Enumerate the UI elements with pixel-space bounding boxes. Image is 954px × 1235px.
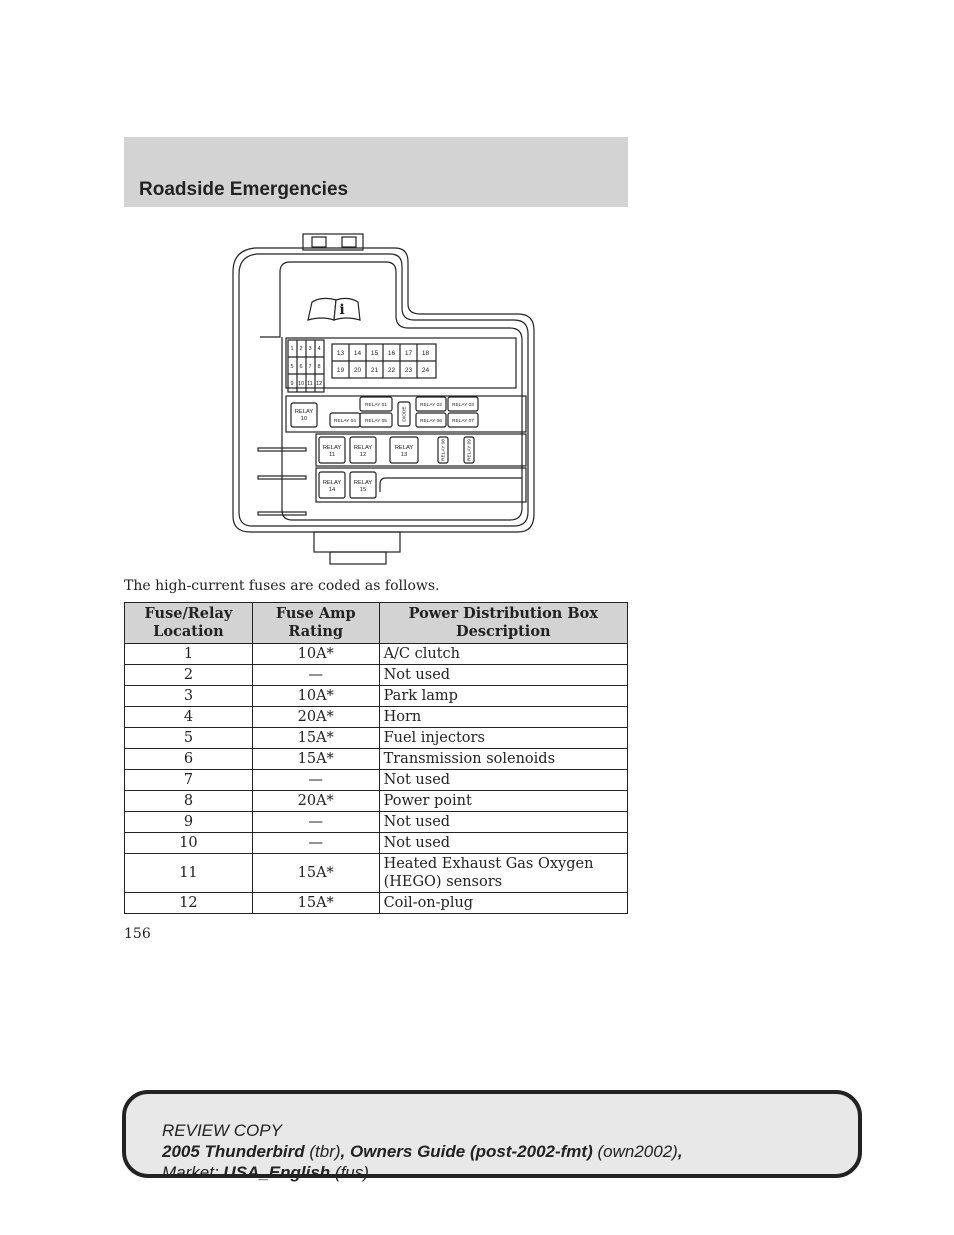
cell-location: 6: [125, 749, 253, 770]
cell-rating: 15A*: [252, 749, 379, 770]
relay-label: RELAY 06: [420, 419, 442, 424]
cell-description: Not used: [379, 770, 627, 791]
table-header-row: [125, 603, 628, 644]
cell-location: 8: [125, 791, 253, 812]
cell-location: 10: [125, 833, 253, 854]
relay-label: RELAY 04: [334, 419, 356, 424]
relay-label: RELAY 08: [441, 439, 447, 461]
cell-location: 11: [125, 854, 253, 893]
fuse-label: 23: [404, 367, 413, 374]
bottom-clip: [314, 532, 400, 552]
relay-label: RELAY: [294, 409, 314, 415]
table-row: [125, 812, 628, 833]
bottom-clip-tab: [330, 552, 386, 564]
fuse-label: 9: [290, 381, 294, 387]
review-line: [162, 1162, 683, 1183]
diode-label: DIODE: [402, 406, 408, 422]
review-guide: , Owners Guide (post-2002-fmt): [340, 1142, 593, 1161]
cell-description: A/C clutch: [379, 644, 627, 665]
cell-location: 5: [125, 728, 253, 749]
relay-section-divider: [380, 478, 522, 492]
cell-description: Transmission solenoids: [379, 749, 627, 770]
review-guide-code: (own2002): [597, 1142, 678, 1161]
cell-description: Coil-on-plug: [379, 893, 627, 914]
fuse-label: 3: [308, 346, 312, 352]
review-market-label: Market:: [162, 1163, 219, 1182]
cell-location: 2: [125, 665, 253, 686]
cell-rating: —: [252, 665, 379, 686]
fuse-label: 6: [299, 364, 303, 370]
fuse-label: 22: [387, 367, 396, 374]
intro-text: The high-current fuses are coded as follows.: [124, 578, 440, 594]
table-row: [125, 644, 628, 665]
cell-description-line: (HEGO) sensors: [383, 874, 503, 890]
relay-label: RELAY 05: [365, 419, 387, 424]
cell-rating: 10A*: [252, 686, 379, 707]
relay-section-2: [316, 434, 526, 466]
relay-label: RELAY: [322, 445, 342, 451]
relay-label: 14: [328, 487, 336, 493]
cell-rating: 20A*: [252, 791, 379, 812]
table-row: [125, 686, 628, 707]
relay-label: 11: [328, 452, 336, 458]
review-line: REVIEW COPY: [162, 1121, 282, 1140]
review-market-code: (fus): [334, 1163, 369, 1182]
fuse-label: 8: [317, 364, 321, 370]
housing-inner-line: [260, 262, 522, 520]
manual-info-icon: [308, 298, 360, 320]
relay-label: RELAY 01: [365, 403, 387, 408]
review-market: USA_English: [223, 1163, 331, 1182]
fuse-label: 13: [336, 350, 345, 357]
fuse-label: 2: [299, 346, 303, 352]
cell-description: Power point: [379, 791, 627, 812]
relay-label: RELAY: [353, 480, 373, 486]
table-row: [125, 770, 628, 791]
relay-label: 15: [359, 487, 367, 493]
relay-label: RELAY: [394, 445, 414, 451]
table-row: [125, 791, 628, 812]
fuse-label: 1: [290, 346, 294, 352]
cell-location: 4: [125, 707, 253, 728]
cell-rating: 10A*: [252, 644, 379, 665]
cell-description: Not used: [379, 665, 627, 686]
cell-rating: —: [252, 833, 379, 854]
relay-10-box: [291, 403, 317, 427]
cell-location: 9: [125, 812, 253, 833]
cell-location: 3: [125, 686, 253, 707]
table-row: [125, 728, 628, 749]
relay-label: RELAY: [353, 445, 373, 451]
fuse-label: 10: [297, 381, 305, 387]
section-title: Roadside Emergencies: [139, 179, 349, 200]
header-text: Location: [153, 623, 224, 640]
review-copy-box: [122, 1090, 862, 1182]
svg-text:i: i: [339, 302, 345, 318]
review-copy-text: [162, 1120, 683, 1183]
fuse-label: 4: [317, 346, 321, 352]
fuse-label: 14: [353, 350, 362, 357]
relay-label: RELAY 07: [452, 419, 474, 424]
review-comma: ,: [677, 1142, 683, 1161]
header-location: [125, 603, 253, 644]
fuse-label: 17: [404, 350, 413, 357]
review-model: 2005 Thunderbird: [162, 1142, 305, 1161]
review-line: [162, 1141, 683, 1162]
table-row: [125, 833, 628, 854]
relay-label: 13: [400, 452, 408, 458]
review-model-code: (tbr): [309, 1142, 341, 1161]
top-clip-tab: [312, 237, 326, 247]
relay-label: RELAY: [322, 480, 342, 486]
section-header: [124, 137, 628, 207]
cell-rating: —: [252, 812, 379, 833]
table-row: [125, 665, 628, 686]
header-rating: [252, 603, 379, 644]
header-text: Fuse/Relay: [144, 605, 233, 622]
relay-label: 12: [359, 452, 367, 458]
cell-rating: —: [252, 770, 379, 791]
cell-rating: 15A*: [252, 893, 379, 914]
top-clip-tab: [342, 237, 356, 247]
header-description: [379, 603, 627, 644]
page-number: 156: [124, 926, 151, 942]
relay-label: RELAY 03: [452, 403, 474, 408]
cell-description: Horn: [379, 707, 627, 728]
fuse-label: 16: [387, 350, 396, 357]
header-text: Description: [456, 623, 551, 640]
cell-description: [379, 854, 627, 893]
cell-description: Park lamp: [379, 686, 627, 707]
cell-location: 12: [125, 893, 253, 914]
housing-outer: [233, 248, 534, 532]
fuse-label: 11: [307, 381, 313, 387]
cell-rating: 15A*: [252, 854, 379, 893]
cell-location: 1: [125, 644, 253, 665]
cell-description: Not used: [379, 812, 627, 833]
cell-rating: 15A*: [252, 728, 379, 749]
header-text: Power Distribution Box: [408, 605, 598, 622]
table-row: [125, 749, 628, 770]
table-row: [125, 893, 628, 914]
cell-rating: 20A*: [252, 707, 379, 728]
fuse-label: 24: [421, 367, 430, 374]
fuse-label: 20: [353, 367, 362, 374]
fuse-box-diagram: [230, 232, 536, 568]
relay-label: 10: [300, 416, 308, 422]
fuse-label: 21: [370, 367, 379, 374]
fuse-label: 19: [336, 367, 345, 374]
header-text: Fuse Amp: [275, 605, 356, 622]
fuse-label: 7: [308, 364, 312, 370]
fuse-label: 12: [315, 381, 323, 387]
fuse-label: 15: [370, 350, 379, 357]
cell-description-line: Heated Exhaust Gas Oxygen: [383, 856, 594, 872]
fuse-label: 18: [421, 350, 430, 357]
cell-location: 7: [125, 770, 253, 791]
relay-label: RELAY 02: [420, 403, 442, 408]
table-row: [125, 854, 628, 893]
cell-description: Fuel injectors: [379, 728, 627, 749]
table-row: [125, 707, 628, 728]
fuse-label: 5: [290, 364, 294, 370]
header-text: Rating: [288, 623, 344, 640]
cell-description: Not used: [379, 833, 627, 854]
fuse-table: [124, 602, 628, 914]
relay-label: RELAY 09: [467, 439, 473, 461]
relay-section-3: [316, 468, 526, 502]
